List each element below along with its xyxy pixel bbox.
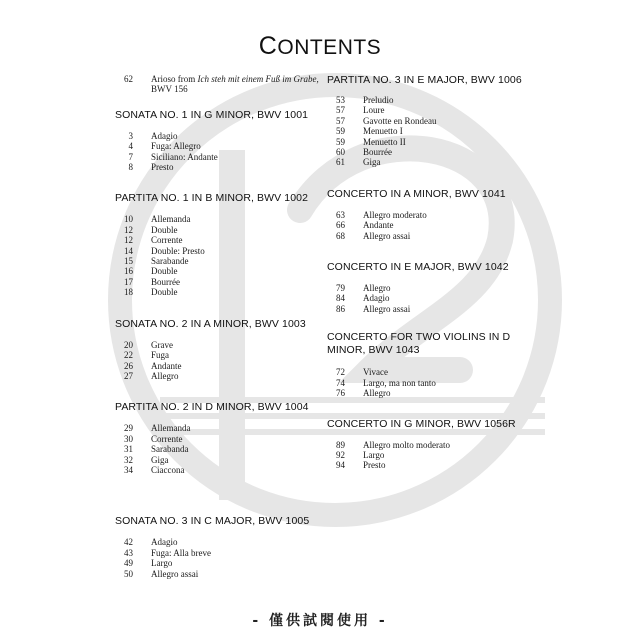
- list-item: 79 Allegro: [336, 283, 391, 294]
- section-heading: PARTITA NO. 3 IN E MAJOR, BWV 1006: [327, 74, 522, 86]
- section-heading: SONATA NO. 2 IN A MINOR, BWV 1003: [115, 317, 306, 330]
- section-heading: SONATA NO. 1 IN G MINOR, BWV 1001: [115, 108, 309, 121]
- list-item: 10 Allemanda: [124, 214, 191, 225]
- list-item: 4 Fuga: Allegro: [128, 141, 201, 152]
- section-heading: SONATA NO. 3 IN C MAJOR, BWV 1005: [115, 515, 310, 528]
- right-column: [327, 74, 542, 471]
- list-item: 34 Ciaccona: [124, 464, 185, 475]
- list-item: 61 Giga: [336, 157, 381, 168]
- list-item: 89 Allegro molto moderato: [336, 439, 450, 450]
- list-item: 74 Largo, ma non tanto: [336, 377, 436, 388]
- list-item: 32 Giga: [124, 454, 169, 465]
- list-item: 60 Bourrée: [336, 147, 392, 158]
- list-item: 30 Corrente: [124, 433, 183, 444]
- list-item: 12 Double: [124, 224, 178, 235]
- list-item: 72 Vivace: [336, 367, 388, 378]
- list-item: 68 Allegro assai: [336, 230, 411, 241]
- list-item: 94 Presto: [336, 460, 386, 471]
- list-item: 16 Double: [124, 266, 178, 277]
- list-item: 8 Presto: [128, 162, 174, 173]
- list-item: 3 Adagio: [128, 130, 178, 141]
- section-partita-1: [115, 192, 320, 297]
- section-concerto-two-violins: [327, 331, 542, 398]
- section-heading: CONCERTO FOR TWO VIOLINS IN D MINOR, BWV 1043: [327, 331, 511, 357]
- section-heading: PARTITA NO. 2 IN D MINOR, BWV 1004: [115, 401, 309, 414]
- section-heading: CONCERTO IN A MINOR, BWV 1041: [327, 187, 506, 200]
- entry-title: Arioso from Ich steh mit einem Fuß im Grabe, BWV 156: [151, 74, 319, 95]
- list-item: 84 Adagio: [336, 293, 390, 304]
- list-item: 27 Allegro: [124, 370, 179, 381]
- list-item: 53 Preludio: [336, 95, 394, 105]
- section-concerto-e-major: [327, 261, 542, 314]
- section-partita-3: [327, 74, 542, 168]
- arioso-entry: [115, 74, 320, 95]
- list-item: 29 Allemanda: [124, 423, 191, 434]
- list-item: 49 Largo: [124, 558, 173, 569]
- list-item: 59 Menuetto II: [336, 136, 406, 147]
- list-item: 26 Andante: [124, 360, 182, 371]
- section-sonata-1: [115, 109, 320, 173]
- section-heading: CONCERTO IN G MINOR, BWV 1056R: [327, 417, 516, 430]
- list-item: 66 Andante: [336, 220, 394, 231]
- section-concerto-a-minor: [327, 188, 542, 241]
- list-item: 43 Fuga: Alla breve: [124, 547, 211, 558]
- list-item: 7 Siciliano: Andante: [128, 151, 218, 162]
- list-item: 20 Grave: [124, 339, 173, 350]
- list-item: 22 Fuga: [124, 350, 169, 361]
- list-item: 86 Allegro assai: [336, 303, 411, 314]
- preview-only-footer: - 僅供試閱使用 -: [252, 613, 388, 629]
- list-item: 42 Adagio: [124, 537, 178, 548]
- section-heading: PARTITA NO. 1 IN B MINOR, BWV 1002: [115, 192, 309, 205]
- list-item: 12 Corrente: [124, 235, 183, 246]
- list-item: 59 Menuetto I: [336, 126, 403, 137]
- list-item: 14 Double: Presto: [124, 245, 205, 256]
- list-item: 57 Gavotte en Rondeau: [336, 115, 437, 126]
- section-sonata-3: [115, 515, 320, 579]
- section-sonata-2: [115, 318, 320, 382]
- list-item: 18 Double: [124, 287, 178, 298]
- page-title: CONTENTS: [258, 32, 382, 60]
- list-item: 31 Sarabanda: [124, 444, 189, 455]
- section-concerto-g-minor: [327, 418, 542, 471]
- list-item: 92 Largo: [336, 449, 385, 460]
- page-number: 62: [124, 74, 133, 84]
- section-partita-2: [115, 401, 320, 475]
- list-item: 15 Sarabande: [124, 256, 189, 267]
- list-item: 57 Loure: [336, 105, 385, 116]
- list-item: 17 Bourrée: [124, 276, 180, 287]
- list-item: 76 Allegro: [336, 388, 391, 399]
- section-heading: CONCERTO IN E MAJOR, BWV 1042: [327, 261, 509, 274]
- list-item: 63 Allegro moderato: [336, 209, 427, 220]
- left-column: [115, 74, 320, 579]
- list-item: 50 Allegro assai: [124, 568, 199, 579]
